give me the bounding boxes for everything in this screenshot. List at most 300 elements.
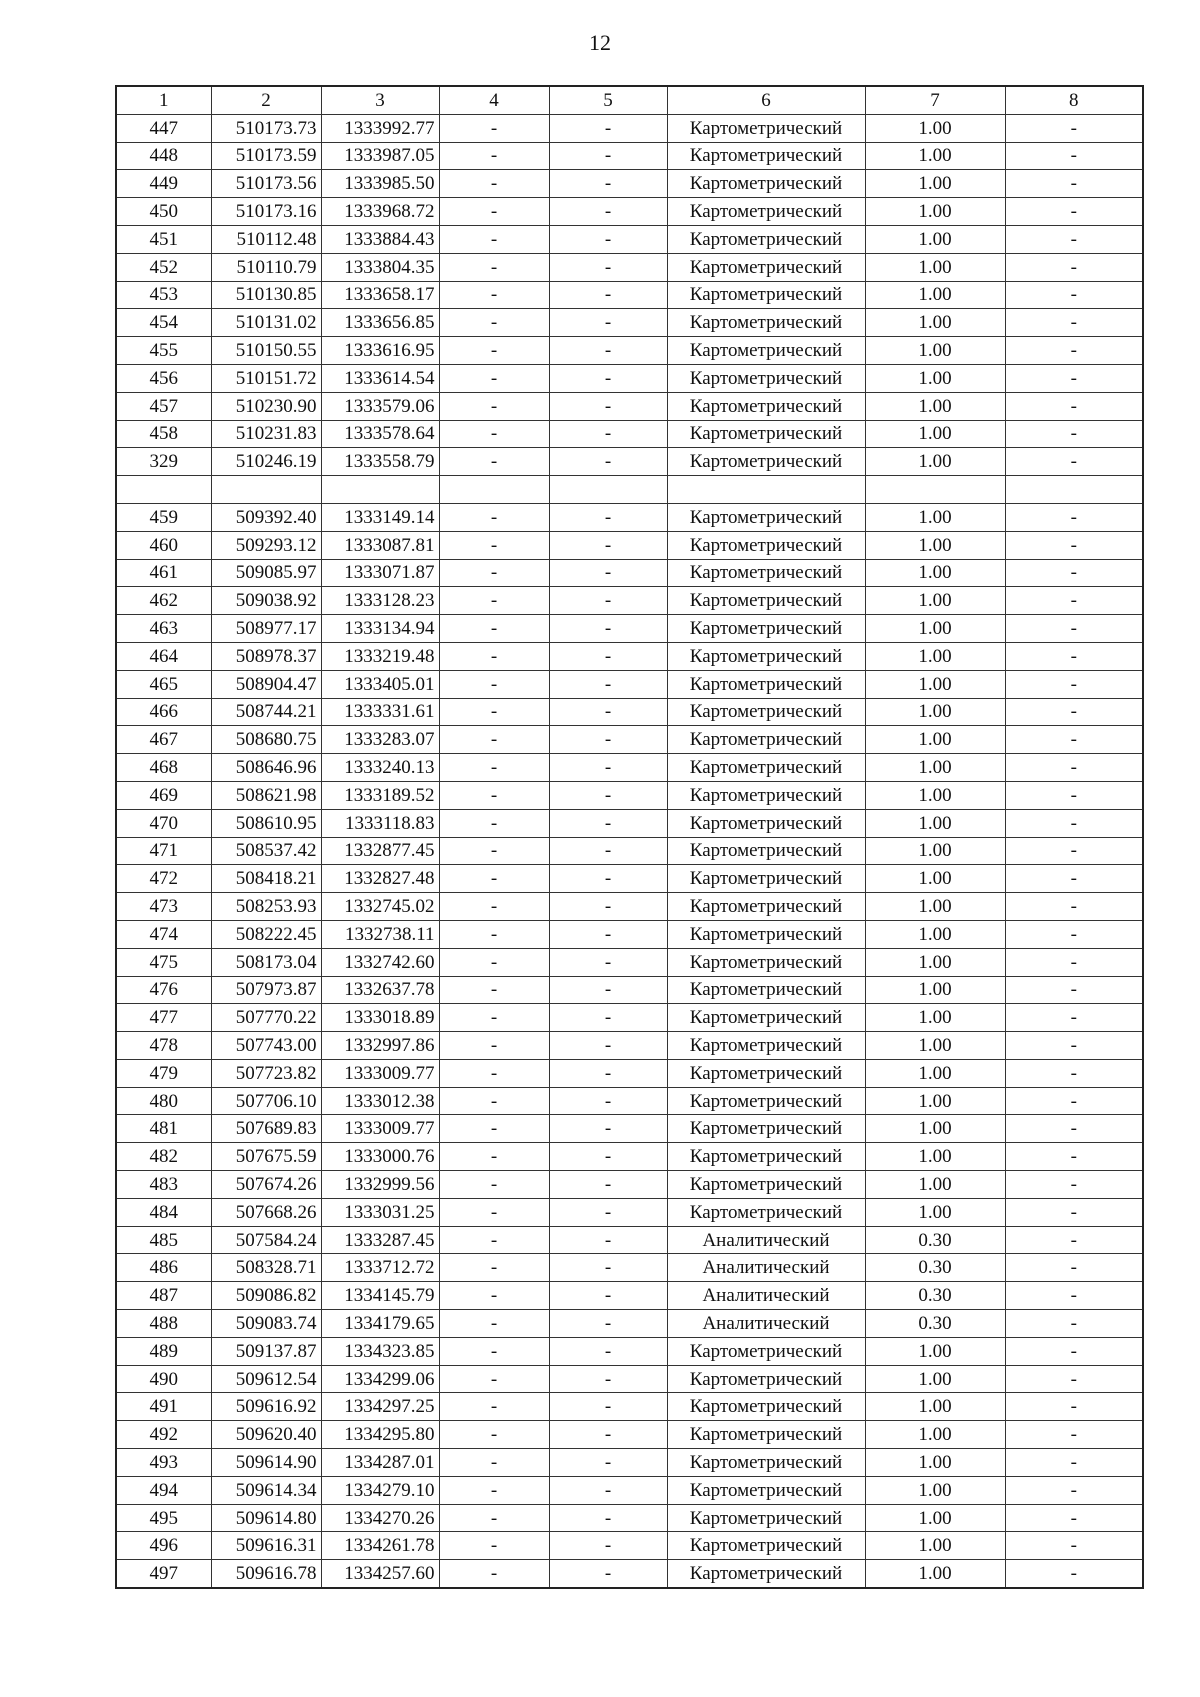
table-cell-col-7: 1.00 — [865, 1337, 1005, 1365]
table-cell-col-7: 1.00 — [865, 809, 1005, 837]
table-cell-col-2: 508978.37 — [211, 642, 321, 670]
table-cell-col-4: - — [439, 1532, 549, 1560]
table-cell-col-4: - — [439, 337, 549, 365]
table-row — [116, 281, 1143, 309]
table-cell-col-8: - — [1005, 559, 1143, 587]
table-cell-col-8: - — [1005, 1560, 1143, 1588]
table-cell-col-7 — [865, 476, 1005, 504]
table-cell-col-2: 510150.55 — [211, 337, 321, 365]
table-cell-col-7: 1.00 — [865, 1059, 1005, 1087]
table-cell-col-5: - — [549, 976, 667, 1004]
table-cell-col-1: 497 — [116, 1560, 211, 1588]
table-cell-col-6: Картометрический — [667, 114, 865, 142]
table-cell-col-1: 467 — [116, 726, 211, 754]
table-cell-col-6: Картометрический — [667, 364, 865, 392]
table-cell-col-1: 481 — [116, 1115, 211, 1143]
table-cell-col-2: 507770.22 — [211, 1004, 321, 1032]
table-row — [116, 337, 1143, 365]
table-cell-col-3: 1333614.54 — [321, 364, 439, 392]
table-cell-col-5: - — [549, 1449, 667, 1477]
table-cell-col-8: - — [1005, 1198, 1143, 1226]
table-cell-col-2: 509614.90 — [211, 1449, 321, 1477]
table-cell-col-7: 1.00 — [865, 642, 1005, 670]
table-row — [116, 615, 1143, 643]
table-row — [116, 531, 1143, 559]
table-cell-col-4: - — [439, 976, 549, 1004]
table-cell-col-7: 1.00 — [865, 920, 1005, 948]
table-cell-col-8: - — [1005, 754, 1143, 782]
table-cell-col-2: 508977.17 — [211, 615, 321, 643]
table-cell-col-5: - — [549, 448, 667, 476]
table-cell-col-2: 507689.83 — [211, 1115, 321, 1143]
table-row — [116, 1059, 1143, 1087]
table-row — [116, 1143, 1143, 1171]
table-cell-col-3: 1333884.43 — [321, 225, 439, 253]
table-cell-col-4: - — [439, 1226, 549, 1254]
table-cell-col-7: 1.00 — [865, 1143, 1005, 1171]
table-cell-col-2: 508621.98 — [211, 781, 321, 809]
table-cell-col-2: 508610.95 — [211, 809, 321, 837]
table-cell-col-8: - — [1005, 1476, 1143, 1504]
table-cell-col-2: 509616.78 — [211, 1560, 321, 1588]
table-cell-col-2: 507668.26 — [211, 1198, 321, 1226]
table-cell-col-5: - — [549, 893, 667, 921]
table-cell-col-5: - — [549, 1504, 667, 1532]
table-cell-col-4: - — [439, 893, 549, 921]
table-cell-col-3: 1333018.89 — [321, 1004, 439, 1032]
table-cell-col-3: 1334261.78 — [321, 1532, 439, 1560]
table-cell-col-5: - — [549, 225, 667, 253]
table-row — [116, 1004, 1143, 1032]
table-cell-col-8: - — [1005, 114, 1143, 142]
table-cell-col-4: - — [439, 948, 549, 976]
table-cell-col-5: - — [549, 1143, 667, 1171]
table-cell-col-7: 1.00 — [865, 781, 1005, 809]
table-cell-col-1: 488 — [116, 1310, 211, 1338]
table-row — [116, 1421, 1143, 1449]
table-cell-col-2: 507706.10 — [211, 1087, 321, 1115]
table-cell-col-6: Картометрический — [667, 809, 865, 837]
table-cell-col-7: 1.00 — [865, 1532, 1005, 1560]
table-cell-col-1: 465 — [116, 670, 211, 698]
table-cell-col-3: 1333283.07 — [321, 726, 439, 754]
column-header-1: 1 — [116, 86, 211, 114]
table-cell-col-7: 1.00 — [865, 865, 1005, 893]
table-cell-col-2: 510246.19 — [211, 448, 321, 476]
table-cell-col-2: 509293.12 — [211, 531, 321, 559]
table-cell-col-1: 454 — [116, 309, 211, 337]
table-cell-col-8: - — [1005, 364, 1143, 392]
table-cell-col-8: - — [1005, 1087, 1143, 1115]
table-cell-col-4: - — [439, 225, 549, 253]
table-cell-col-3: 1334297.25 — [321, 1393, 439, 1421]
table-cell-col-2: 508418.21 — [211, 865, 321, 893]
table-cell-col-4: - — [439, 309, 549, 337]
table-cell-col-2: 508537.42 — [211, 837, 321, 865]
table-cell-col-8: - — [1005, 1115, 1143, 1143]
table-cell-col-7: 1.00 — [865, 114, 1005, 142]
table-cell-col-1: 447 — [116, 114, 211, 142]
table-cell-col-1: 479 — [116, 1059, 211, 1087]
table-cell-col-2: 508222.45 — [211, 920, 321, 948]
table-cell-col-4: - — [439, 642, 549, 670]
table-cell-col-7: 1.00 — [865, 1365, 1005, 1393]
table-cell-col-1: 456 — [116, 364, 211, 392]
table-cell-col-4: - — [439, 531, 549, 559]
table-cell-col-5: - — [549, 1004, 667, 1032]
table-cell-col-2: 509038.92 — [211, 587, 321, 615]
table-cell-col-8: - — [1005, 531, 1143, 559]
table-cell-col-7: 1.00 — [865, 1393, 1005, 1421]
table-row — [116, 1393, 1143, 1421]
table-row — [116, 1449, 1143, 1477]
table-cell-col-7: 1.00 — [865, 754, 1005, 782]
table-cell-col-3: 1333149.14 — [321, 503, 439, 531]
table-cell-col-6: Аналитический — [667, 1226, 865, 1254]
table-cell-col-3: 1334279.10 — [321, 1476, 439, 1504]
table-cell-col-7: 1.00 — [865, 1032, 1005, 1060]
table-cell-col-8: - — [1005, 670, 1143, 698]
table-cell-col-5: - — [549, 1393, 667, 1421]
table-cell-col-1: 490 — [116, 1365, 211, 1393]
table-cell-col-3: 1333009.77 — [321, 1115, 439, 1143]
table-cell-col-3: 1332999.56 — [321, 1171, 439, 1199]
table-cell-col-3: 1333012.38 — [321, 1087, 439, 1115]
table-cell-col-5: - — [549, 1059, 667, 1087]
table-cell-col-6: Картометрический — [667, 1449, 865, 1477]
table-cell-col-6: Картометрический — [667, 837, 865, 865]
table-cell-col-5: - — [549, 587, 667, 615]
table-cell-col-4 — [439, 476, 549, 504]
table-cell-col-6: Картометрический — [667, 1532, 865, 1560]
table-cell-col-3: 1334179.65 — [321, 1310, 439, 1338]
table-cell-col-8: - — [1005, 420, 1143, 448]
table-cell-col-5: - — [549, 420, 667, 448]
table-cell-col-6: Аналитический — [667, 1282, 865, 1310]
table-row — [116, 476, 1143, 504]
table-cell-col-7: 1.00 — [865, 420, 1005, 448]
table-row — [116, 503, 1143, 531]
table-cell-col-8: - — [1005, 948, 1143, 976]
table-cell-col-3: 1333031.25 — [321, 1198, 439, 1226]
table-cell-col-5: - — [549, 170, 667, 198]
table-cell-col-5: - — [549, 726, 667, 754]
table-cell-col-6: Картометрический — [667, 1032, 865, 1060]
table-cell-col-4: - — [439, 781, 549, 809]
table-cell-col-4: - — [439, 503, 549, 531]
table-cell-col-2: 509083.74 — [211, 1310, 321, 1338]
table-cell-col-8: - — [1005, 1059, 1143, 1087]
table-cell-col-8: - — [1005, 503, 1143, 531]
table-cell-col-5: - — [549, 948, 667, 976]
table-cell-col-5: - — [549, 1476, 667, 1504]
table-cell-col-6: Картометрический — [667, 726, 865, 754]
table-cell-col-3: 1333128.23 — [321, 587, 439, 615]
table-cell-col-4: - — [439, 670, 549, 698]
table-row — [116, 364, 1143, 392]
table-cell-col-8: - — [1005, 837, 1143, 865]
table-cell-col-1: 448 — [116, 142, 211, 170]
table-cell-col-4: - — [439, 1310, 549, 1338]
table-cell-col-3 — [321, 476, 439, 504]
table-cell-col-1: 458 — [116, 420, 211, 448]
table-cell-col-7: 1.00 — [865, 503, 1005, 531]
table-cell-col-3: 1333992.77 — [321, 114, 439, 142]
table-cell-col-8: - — [1005, 1310, 1143, 1338]
table-cell-col-5: - — [549, 559, 667, 587]
table-cell-col-6: Картометрический — [667, 976, 865, 1004]
table-cell-col-3: 1333987.05 — [321, 142, 439, 170]
table-cell-col-4: - — [439, 587, 549, 615]
table-cell-col-7: 1.00 — [865, 1560, 1005, 1588]
table-cell-col-6: Картометрический — [667, 754, 865, 782]
table-cell-col-1: 471 — [116, 837, 211, 865]
table-cell-col-3: 1333287.45 — [321, 1226, 439, 1254]
table-cell-col-8: - — [1005, 893, 1143, 921]
table-cell-col-3: 1332827.48 — [321, 865, 439, 893]
table-cell-col-8: - — [1005, 1365, 1143, 1393]
table-cell-col-2: 510173.16 — [211, 198, 321, 226]
table-cell-col-1: 462 — [116, 587, 211, 615]
table-row — [116, 865, 1143, 893]
table-row — [116, 1337, 1143, 1365]
table-cell-col-3: 1333000.76 — [321, 1143, 439, 1171]
table-row — [116, 559, 1143, 587]
table-cell-col-6: Картометрический — [667, 198, 865, 226]
table-cell-col-6: Картометрический — [667, 503, 865, 531]
table-cell-col-6: Картометрический — [667, 420, 865, 448]
table-cell-col-5: - — [549, 1310, 667, 1338]
table-cell-col-6: Картометрический — [667, 170, 865, 198]
table-cell-col-6: Картометрический — [667, 1504, 865, 1532]
table-cell-col-5: - — [549, 1560, 667, 1588]
table-cell-col-3: 1332745.02 — [321, 893, 439, 921]
table-row — [116, 1282, 1143, 1310]
column-header-3: 3 — [321, 86, 439, 114]
table-cell-col-6: Картометрический — [667, 920, 865, 948]
table-cell-col-7: 1.00 — [865, 142, 1005, 170]
table-cell-col-8: - — [1005, 809, 1143, 837]
table-cell-col-2: 509620.40 — [211, 1421, 321, 1449]
table-cell-col-5: - — [549, 1115, 667, 1143]
table-cell-col-2: 510151.72 — [211, 364, 321, 392]
table-cell-col-7: 1.00 — [865, 392, 1005, 420]
table-cell-col-5: - — [549, 337, 667, 365]
table-cell-col-1: 451 — [116, 225, 211, 253]
table-cell-col-8 — [1005, 476, 1143, 504]
table-cell-col-1: 475 — [116, 948, 211, 976]
table-cell-col-7: 1.00 — [865, 698, 1005, 726]
table-cell-col-1: 480 — [116, 1087, 211, 1115]
table-cell-col-1: 487 — [116, 1282, 211, 1310]
table-cell-col-3: 1334323.85 — [321, 1337, 439, 1365]
table-cell-col-5: - — [549, 1198, 667, 1226]
table-cell-col-7: 1.00 — [865, 1421, 1005, 1449]
table-row — [116, 253, 1143, 281]
table-cell-col-8: - — [1005, 170, 1143, 198]
table-cell-col-5: - — [549, 1171, 667, 1199]
table-cell-col-2: 510173.73 — [211, 114, 321, 142]
table-row — [116, 170, 1143, 198]
column-header-5: 5 — [549, 86, 667, 114]
table-cell-col-2: 509392.40 — [211, 503, 321, 531]
table-cell-col-5: - — [549, 1532, 667, 1560]
table-cell-col-8: - — [1005, 1226, 1143, 1254]
table-cell-col-7: 1.00 — [865, 1004, 1005, 1032]
table-cell-col-4: - — [439, 448, 549, 476]
table-cell-col-6: Картометрический — [667, 948, 865, 976]
table-cell-col-6: Картометрический — [667, 615, 865, 643]
table-cell-col-4: - — [439, 615, 549, 643]
table-cell-col-6: Картометрический — [667, 392, 865, 420]
table-cell-col-6: Картометрический — [667, 1365, 865, 1393]
table-cell-col-2: 507743.00 — [211, 1032, 321, 1060]
table-cell-col-6: Картометрический — [667, 1560, 865, 1588]
table-cell-col-3: 1334299.06 — [321, 1365, 439, 1393]
table-cell-col-8: - — [1005, 1032, 1143, 1060]
table-row — [116, 1504, 1143, 1532]
table-cell-col-5: - — [549, 114, 667, 142]
table-cell-col-5: - — [549, 865, 667, 893]
table-cell-col-4: - — [439, 1421, 549, 1449]
column-header-6: 6 — [667, 86, 865, 114]
table-cell-col-2: 509614.80 — [211, 1504, 321, 1532]
table-cell-col-6: Картометрический — [667, 1421, 865, 1449]
table-cell-col-7: 1.00 — [865, 1087, 1005, 1115]
table-cell-col-7: 1.00 — [865, 198, 1005, 226]
table-cell-col-3: 1333558.79 — [321, 448, 439, 476]
table-cell-col-1: 329 — [116, 448, 211, 476]
table-cell-col-2: 509616.31 — [211, 1532, 321, 1560]
table-cell-col-2 — [211, 476, 321, 504]
table-cell-col-5: - — [549, 364, 667, 392]
table-cell-col-8: - — [1005, 1004, 1143, 1032]
table-cell-col-2: 508904.47 — [211, 670, 321, 698]
table-cell-col-4: - — [439, 837, 549, 865]
table-cell-col-6 — [667, 476, 865, 504]
table-cell-col-6: Картометрический — [667, 309, 865, 337]
table-cell-col-6: Картометрический — [667, 1476, 865, 1504]
table-cell-col-7: 1.00 — [865, 364, 1005, 392]
table-cell-col-7: 1.00 — [865, 337, 1005, 365]
table-cell-col-1: 455 — [116, 337, 211, 365]
table-cell-col-8: - — [1005, 392, 1143, 420]
table-cell-col-3: 1333616.95 — [321, 337, 439, 365]
table-cell-col-8: - — [1005, 1449, 1143, 1477]
table-row — [116, 781, 1143, 809]
table-cell-col-7: 1.00 — [865, 1171, 1005, 1199]
table-cell-col-8: - — [1005, 920, 1143, 948]
table-cell-col-8: - — [1005, 642, 1143, 670]
table-cell-col-6: Картометрический — [667, 225, 865, 253]
table-cell-col-3: 1333134.94 — [321, 615, 439, 643]
table-cell-col-1: 483 — [116, 1171, 211, 1199]
table-cell-col-4: - — [439, 114, 549, 142]
table-cell-col-6: Аналитический — [667, 1254, 865, 1282]
table-cell-col-4: - — [439, 1560, 549, 1588]
table-cell-col-3: 1333968.72 — [321, 198, 439, 226]
table-cell-col-1: 476 — [116, 976, 211, 1004]
table-cell-col-4: - — [439, 392, 549, 420]
table-cell-col-6: Картометрический — [667, 1115, 865, 1143]
table-cell-col-2: 507973.87 — [211, 976, 321, 1004]
table-cell-col-1: 491 — [116, 1393, 211, 1421]
table-row — [116, 1171, 1143, 1199]
table-cell-col-1: 484 — [116, 1198, 211, 1226]
table-cell-col-7: 1.00 — [865, 253, 1005, 281]
table-cell-col-5: - — [549, 1421, 667, 1449]
table-cell-col-7: 0.30 — [865, 1226, 1005, 1254]
table-cell-col-6: Картометрический — [667, 1171, 865, 1199]
table-cell-col-3: 1334270.26 — [321, 1504, 439, 1532]
table-cell-col-3: 1332742.60 — [321, 948, 439, 976]
table-cell-col-7: 0.30 — [865, 1282, 1005, 1310]
table-cell-col-7: 1.00 — [865, 1476, 1005, 1504]
table-cell-col-4: - — [439, 1449, 549, 1477]
table-cell-col-4: - — [439, 1004, 549, 1032]
table-cell-col-6: Картометрический — [667, 1198, 865, 1226]
table-cell-col-6: Картометрический — [667, 698, 865, 726]
table-cell-col-2: 507675.59 — [211, 1143, 321, 1171]
table-row — [116, 225, 1143, 253]
table-row — [116, 587, 1143, 615]
table-cell-col-2: 510173.56 — [211, 170, 321, 198]
table-cell-col-6: Картометрический — [667, 587, 865, 615]
table-cell-col-1: 472 — [116, 865, 211, 893]
table-cell-col-8: - — [1005, 587, 1143, 615]
table-cell-col-4: - — [439, 198, 549, 226]
table-cell-col-5: - — [549, 1226, 667, 1254]
table-cell-col-5: - — [549, 781, 667, 809]
table-row — [116, 392, 1143, 420]
table-cell-col-5: - — [549, 754, 667, 782]
table-cell-col-3: 1333579.06 — [321, 392, 439, 420]
table-cell-col-1: 457 — [116, 392, 211, 420]
table-cell-col-8: - — [1005, 142, 1143, 170]
table-cell-col-6: Картометрический — [667, 1337, 865, 1365]
table-cell-col-6: Картометрический — [667, 448, 865, 476]
table-cell-col-6: Картометрический — [667, 781, 865, 809]
table-cell-col-4: - — [439, 1032, 549, 1060]
table-cell-col-3: 1332637.78 — [321, 976, 439, 1004]
table-cell-col-1: 492 — [116, 1421, 211, 1449]
table-row — [116, 1310, 1143, 1338]
table-cell-col-7: 1.00 — [865, 225, 1005, 253]
table-row — [116, 754, 1143, 782]
table-row — [116, 837, 1143, 865]
table-row — [116, 920, 1143, 948]
table-cell-col-3: 1333240.13 — [321, 754, 439, 782]
table-cell-col-4: - — [439, 364, 549, 392]
table-body — [116, 114, 1143, 1588]
table-row — [116, 1365, 1143, 1393]
table-cell-col-6: Картометрический — [667, 893, 865, 921]
table-cell-col-8: - — [1005, 448, 1143, 476]
table-cell-col-5: - — [549, 615, 667, 643]
table-cell-col-5: - — [549, 698, 667, 726]
table-cell-col-3: 1334257.60 — [321, 1560, 439, 1588]
table-row — [116, 670, 1143, 698]
table-cell-col-5: - — [549, 1282, 667, 1310]
table-cell-col-7: 1.00 — [865, 1504, 1005, 1532]
table-cell-col-5: - — [549, 392, 667, 420]
header-row — [116, 86, 1143, 114]
table-cell-col-3: 1333985.50 — [321, 170, 439, 198]
table-cell-col-3: 1333656.85 — [321, 309, 439, 337]
table-cell-col-3: 1332877.45 — [321, 837, 439, 865]
table-cell-col-8: - — [1005, 198, 1143, 226]
table-cell-col-1 — [116, 476, 211, 504]
